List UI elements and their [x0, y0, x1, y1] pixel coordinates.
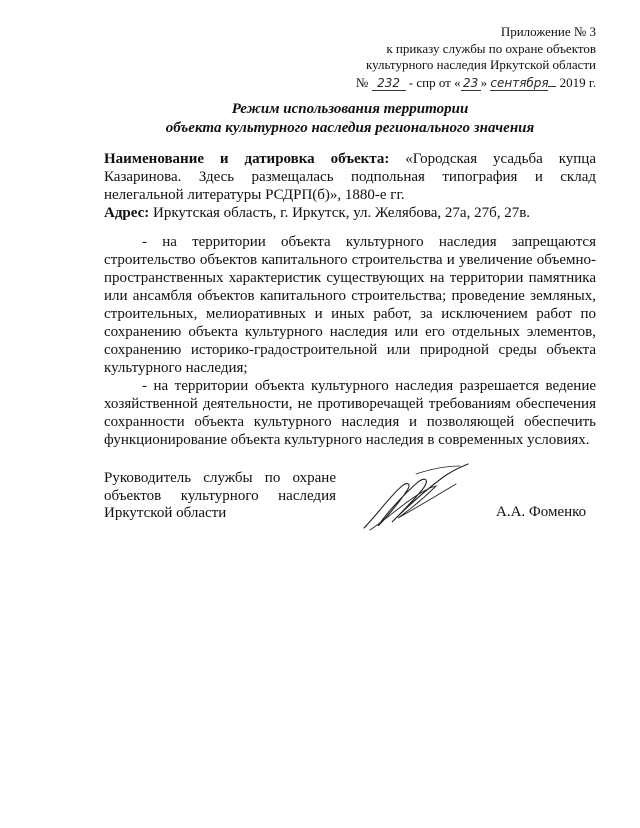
number-prefix: №: [355, 74, 369, 90]
order-number-line: [276, 74, 596, 92]
number-mid: - спр от «: [408, 74, 461, 90]
signatory-position: Руководитель службы по охране объектов культурного наследия Иркутской области: [104, 470, 336, 521]
handwritten-day: 23: [461, 77, 481, 91]
handwritten-month: сентября: [490, 75, 549, 90]
appendix-line-3: культурного наследия Иркутской области: [365, 57, 596, 72]
object-address-paragraph: [104, 204, 596, 222]
order-year: 2019 г.: [559, 74, 596, 90]
quote-close: »: [480, 74, 488, 90]
signatory-name: А.А. Фоменко: [496, 504, 587, 520]
month-underline: [548, 74, 556, 87]
appendix-line-1: Приложение № 3: [500, 24, 596, 39]
object-info: [104, 150, 596, 222]
usage-rules: [104, 233, 596, 449]
address-label: Адрес:: [104, 205, 150, 221]
handwritten-order-number: 232: [372, 77, 406, 91]
document-title: [100, 100, 600, 138]
address-value: Иркутская область, г. Иркутск, ул. Желябова, 27а, 27б, 27в.: [153, 205, 531, 221]
object-name-value: «Городская усадьба купца Казаринова. Здесь размещалась подпольная типография и склад нелегальной литературы РСДРП(б)», 1880-е гг.: [104, 151, 596, 203]
handwritten-signature: [356, 456, 476, 536]
appendix-header: [276, 24, 596, 91]
appendix-line-2: к приказу службы по охране объектов: [386, 40, 596, 56]
rule-prohibited: - на территории объекта культурного наследия запрещаются строительство объектов капитального строительства и увеличение объемно-пространственных характеристик существующих на территории памятника или ансамбля объектов капитального строительства; проведение земляных, строительных, мелиоративных и иных работ, за исключением работ по сохранению объекта культурного наследия или его отдельных элементов, сохранению историко-градостроительной или природной среды объекта культурного наследия;: [104, 234, 596, 376]
object-name-label: Наименование и датировка объекта:: [104, 151, 390, 167]
object-name-paragraph: [104, 150, 596, 204]
title-line-2: объекта культурного наследия регионального значения: [165, 120, 535, 136]
title-line-1: Режим использования территории: [231, 101, 469, 117]
rule-permitted: - на территории объекта культурного наследия разрешается ведение хозяйственной деятельности, не противоречащей требованиям обеспечения сохранности объекта культурного наследия и позволяющей обеспечить функционирование объекта культурного наследия в современных условиях.: [104, 378, 596, 448]
